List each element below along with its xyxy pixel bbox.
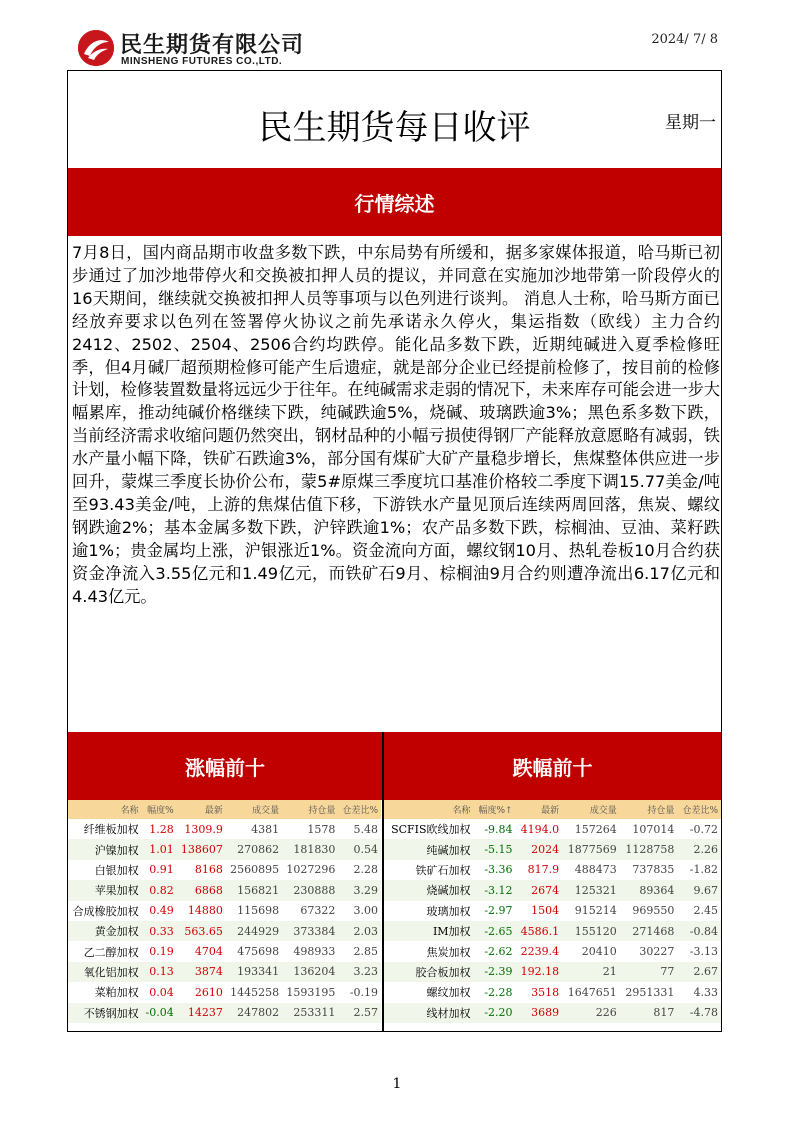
row-name-cell: 铁矿石加权 bbox=[415, 863, 471, 877]
table-row bbox=[68, 1003, 381, 1023]
column-header: 名称 bbox=[68, 800, 142, 819]
column-header: 持仓量 bbox=[282, 800, 338, 819]
row-value-cell: 498933 bbox=[293, 945, 336, 959]
report-title: 民生期货每日收评 bbox=[258, 108, 531, 148]
row-value-cell: 475698 bbox=[237, 945, 280, 959]
row-value-cell: 271468 bbox=[620, 921, 678, 941]
row-value-cell: 2.26 bbox=[677, 839, 721, 859]
row-value-cell: 181830 bbox=[282, 839, 338, 859]
weekday-label: 星期一 bbox=[665, 113, 716, 133]
table-row bbox=[68, 941, 381, 961]
row-value-cell: 125321 bbox=[562, 880, 620, 900]
row-value-cell: 0.49 bbox=[149, 904, 174, 918]
column-header: 最新 bbox=[177, 800, 226, 819]
company-name-cn: 民生期货有限公司 bbox=[120, 33, 305, 58]
row-value-cell: 1593195 bbox=[286, 985, 336, 999]
row-value-cell: 2.03 bbox=[338, 921, 381, 941]
table-row bbox=[384, 901, 721, 921]
row-value-cell: 9.67 bbox=[677, 880, 721, 900]
row-value-cell: 4194.0 bbox=[520, 822, 560, 836]
table-row bbox=[384, 941, 721, 961]
table-row bbox=[68, 921, 381, 941]
table-header-row bbox=[384, 800, 721, 819]
row-name-cell: 不锈钢加权 bbox=[68, 1003, 142, 1023]
row-value-cell: 136204 bbox=[282, 962, 338, 982]
row-name-cell: 线材加权 bbox=[384, 1003, 474, 1023]
row-value-cell: 3874 bbox=[177, 962, 226, 982]
table-row bbox=[384, 962, 721, 982]
row-value-cell: 1309.9 bbox=[184, 822, 223, 836]
table-row bbox=[68, 962, 381, 982]
column-header: 幅度% bbox=[142, 800, 177, 819]
row-value-cell: -2.28 bbox=[484, 985, 513, 999]
table-row bbox=[68, 982, 381, 1002]
row-value-cell: 2.67 bbox=[677, 962, 721, 982]
column-header: 成交量 bbox=[226, 800, 282, 819]
row-value-cell: 2.85 bbox=[353, 945, 378, 959]
row-value-cell: 737835 bbox=[632, 863, 675, 877]
row-value-cell: 3689 bbox=[516, 1003, 563, 1023]
gainers-table bbox=[68, 800, 381, 1023]
row-value-cell: 14880 bbox=[187, 904, 223, 918]
row-value-cell: 192.18 bbox=[516, 962, 563, 982]
row-value-cell: -0.04 bbox=[142, 1003, 177, 1023]
row-value-cell: 138607 bbox=[177, 839, 226, 859]
row-value-cell: 8168 bbox=[194, 863, 223, 877]
row-value-cell: 1128758 bbox=[620, 839, 678, 859]
row-name-cell: 胶合板加权 bbox=[384, 962, 474, 982]
row-value-cell: 373384 bbox=[282, 921, 338, 941]
row-value-cell: -2.62 bbox=[484, 945, 513, 959]
row-name-cell: 纯碱加权 bbox=[384, 839, 474, 859]
column-header: 成交量 bbox=[562, 800, 620, 819]
table-row bbox=[68, 880, 381, 900]
row-value-cell: 67322 bbox=[300, 904, 336, 918]
row-value-cell: -0.72 bbox=[689, 822, 718, 836]
row-value-cell: 77 bbox=[620, 962, 678, 982]
row-value-cell: 3518 bbox=[531, 985, 560, 999]
row-value-cell: 1578 bbox=[307, 822, 336, 836]
row-value-cell: 0.54 bbox=[338, 839, 381, 859]
row-name-cell: 合成橡胶加权 bbox=[72, 904, 139, 918]
row-name-cell: 苹果加权 bbox=[68, 880, 142, 900]
column-header: 最新 bbox=[516, 800, 563, 819]
row-value-cell: -2.39 bbox=[474, 962, 516, 982]
row-value-cell: 2951331 bbox=[625, 985, 675, 999]
row-value-cell: 969550 bbox=[632, 904, 675, 918]
row-value-cell: 2.45 bbox=[693, 904, 718, 918]
row-value-cell: 2674 bbox=[516, 880, 563, 900]
row-value-cell: 155120 bbox=[562, 921, 620, 941]
row-value-cell: 0.91 bbox=[149, 863, 174, 877]
overview-heading: 行情综述 bbox=[68, 168, 721, 236]
row-name-cell: 焦炭加权 bbox=[426, 945, 471, 959]
losers-heading: 跌幅前十 bbox=[384, 732, 721, 800]
page-number: 1 bbox=[392, 1076, 402, 1092]
table-row bbox=[68, 901, 381, 921]
logo-swoosh-icon bbox=[78, 30, 114, 66]
row-value-cell: -2.65 bbox=[474, 921, 516, 941]
logo-emblem-icon bbox=[78, 30, 114, 66]
row-name-cell: IM加权 bbox=[384, 921, 474, 941]
table-row bbox=[384, 921, 721, 941]
row-value-cell: 0.04 bbox=[149, 985, 174, 999]
row-value-cell: 20410 bbox=[581, 945, 617, 959]
column-header: 名称 bbox=[384, 800, 474, 819]
row-name-cell: SCFIS欧线加权 bbox=[391, 823, 471, 837]
row-value-cell: 915214 bbox=[574, 904, 617, 918]
row-name-cell: 玻璃加权 bbox=[426, 904, 471, 918]
row-value-cell: 1.01 bbox=[142, 839, 177, 859]
row-value-cell: 0.82 bbox=[142, 880, 177, 900]
row-value-cell: 1647651 bbox=[567, 985, 617, 999]
report-date: 2024/ 7/ 8 bbox=[651, 32, 718, 47]
row-value-cell: 244929 bbox=[226, 921, 282, 941]
company-logo bbox=[78, 26, 318, 72]
row-value-cell: 3.00 bbox=[353, 904, 378, 918]
row-name-cell: 螺纹加权 bbox=[426, 986, 471, 1000]
row-value-cell: 2560895 bbox=[230, 863, 280, 877]
row-value-cell: 563.65 bbox=[177, 921, 226, 941]
column-header: 仓差比% bbox=[338, 800, 381, 819]
row-value-cell: -3.36 bbox=[484, 863, 513, 877]
row-value-cell: 115698 bbox=[237, 904, 280, 918]
losers-table bbox=[384, 800, 721, 1023]
gainers-heading: 涨幅前十 bbox=[68, 732, 382, 800]
table-row bbox=[384, 860, 721, 880]
company-name-en: MINSHENG FUTURES CO.,LTD. bbox=[121, 56, 283, 67]
row-value-cell: 30227 bbox=[639, 945, 675, 959]
row-value-cell: -2.20 bbox=[474, 1003, 516, 1023]
row-value-cell: 4586.1 bbox=[516, 921, 563, 941]
table-row bbox=[384, 1003, 721, 1023]
row-value-cell: -0.84 bbox=[677, 921, 721, 941]
row-value-cell: 1.28 bbox=[149, 822, 174, 836]
table-row bbox=[384, 982, 721, 1002]
row-value-cell: -4.78 bbox=[677, 1003, 721, 1023]
table-row bbox=[68, 839, 381, 859]
row-name-cell: 菜粕加权 bbox=[94, 986, 139, 1000]
row-value-cell: 1504 bbox=[531, 904, 560, 918]
row-value-cell: 157264 bbox=[574, 822, 617, 836]
row-value-cell: 89364 bbox=[620, 880, 678, 900]
row-value-cell: 14237 bbox=[177, 1003, 226, 1023]
row-value-cell: 0.33 bbox=[142, 921, 177, 941]
row-value-cell: 21 bbox=[562, 962, 620, 982]
column-header: 持仓量 bbox=[620, 800, 678, 819]
table-row bbox=[68, 819, 381, 839]
row-name-cell: 乙二醇加权 bbox=[83, 945, 139, 959]
row-name-cell: 沪镍加权 bbox=[68, 839, 142, 859]
row-value-cell: 253311 bbox=[282, 1003, 338, 1023]
row-value-cell: 1877569 bbox=[562, 839, 620, 859]
table-row bbox=[384, 819, 721, 839]
row-value-cell: 2.28 bbox=[353, 863, 378, 877]
row-value-cell: -3.12 bbox=[474, 880, 516, 900]
row-value-cell: 3.23 bbox=[338, 962, 381, 982]
row-value-cell: 4.33 bbox=[693, 985, 718, 999]
table-row bbox=[68, 860, 381, 880]
row-value-cell: 817.9 bbox=[527, 863, 560, 877]
row-value-cell: 226 bbox=[562, 1003, 620, 1023]
row-value-cell: 193341 bbox=[226, 962, 282, 982]
row-name-cell: 纤维板加权 bbox=[83, 823, 139, 837]
row-value-cell: 2610 bbox=[194, 985, 223, 999]
row-value-cell: -0.19 bbox=[349, 985, 378, 999]
table-row bbox=[384, 880, 721, 900]
column-header: 幅度%↑ bbox=[474, 800, 516, 819]
row-value-cell: -2.97 bbox=[484, 904, 513, 918]
row-value-cell: 156821 bbox=[226, 880, 282, 900]
row-value-cell: 5.48 bbox=[353, 822, 378, 836]
row-value-cell: 107014 bbox=[632, 822, 675, 836]
row-value-cell: 488473 bbox=[574, 863, 617, 877]
table-row bbox=[384, 839, 721, 859]
row-value-cell: -3.13 bbox=[689, 945, 718, 959]
row-value-cell: -5.15 bbox=[474, 839, 516, 859]
row-value-cell: 0.19 bbox=[149, 945, 174, 959]
row-value-cell: 1445258 bbox=[230, 985, 280, 999]
row-value-cell: 1027296 bbox=[286, 863, 336, 877]
row-name-cell: 黄金加权 bbox=[68, 921, 142, 941]
row-value-cell: 4381 bbox=[251, 822, 280, 836]
row-value-cell: -9.84 bbox=[484, 822, 513, 836]
row-value-cell: 0.13 bbox=[142, 962, 177, 982]
row-value-cell: 817 bbox=[620, 1003, 678, 1023]
row-value-cell: 2.57 bbox=[338, 1003, 381, 1023]
row-value-cell: 270862 bbox=[226, 839, 282, 859]
row-value-cell: 247802 bbox=[226, 1003, 282, 1023]
column-header: 仓差比% bbox=[677, 800, 721, 819]
row-name-cell: 烧碱加权 bbox=[384, 880, 474, 900]
row-name-cell: 白银加权 bbox=[94, 863, 139, 877]
row-value-cell: 230888 bbox=[282, 880, 338, 900]
row-value-cell: -1.82 bbox=[689, 863, 718, 877]
table-header-row bbox=[68, 800, 381, 819]
overview-text: 7月8日，国内商品期市收盘多数下跌，中东局势有所缓和，据多家媒体报道，哈马斯已初步通过了加沙地带停火和交换被扣押人员的提议，并同意在实施加沙地带第一阶段停火的16天期间，继续就交换被扣押人员等事项与以色列进行谈判。 消息人士称，哈马斯方面已经放弃要求以色列在签署停火协议之前先承诺永久停火，集运指数（欧线）主力合约2412、2502、2504、2506合约均跌停。能化品多数下跌，近期纯碱进入夏季检修旺季，但4月碱厂超预期检修可能产生后遗症，就是部分企业已经提前检修了，按目前的检修计划，检修装置数量将远远少于往年。在纯碱需求走弱的情况下，未来库存可能会进一步大幅累库，推动纯碱价格继续下跌，纯碱跌逾5%，烧碱、玻璃跌逾3%；黑色系多数下跌，当前经济需求收缩问题仍然突出，钢材品种的小幅亏损使得钢厂产能释放意愿略有减弱，铁水产量小幅下降，铁矿石跌逾3%，部分国有煤矿大矿产量稳步增长，焦煤整体供应进一步回升，蒙煤三季度长协价公布，蒙5#原煤三季度坑口基准价格较二季度下调15.77美金/吨至93.43美金/吨，上游的焦煤估值下移，下游铁水产量见顶后连续两周回落，焦炭、螺纹钢跌逾2%；基本金属多数下跌，沪锌跌逾1%；农产品多数下跌，棕榈油、豆油、菜籽跌逾1%；贵金属均上涨，沪银涨近1%。资金流向方面，螺纹钢10月、热轧卷板10月合约获资金净流入3.55亿元和1.49亿元，而铁矿石9月、棕榈油9月合约则遭净流出6.17亿元和4.43亿元。 bbox=[72, 243, 720, 606]
row-value-cell: 2239.4 bbox=[520, 945, 560, 959]
row-value-cell: 2024 bbox=[516, 839, 563, 859]
row-value-cell: 3.29 bbox=[338, 880, 381, 900]
row-value-cell: 6868 bbox=[177, 880, 226, 900]
row-name-cell: 氧化铝加权 bbox=[68, 962, 142, 982]
row-value-cell: 4704 bbox=[194, 945, 223, 959]
